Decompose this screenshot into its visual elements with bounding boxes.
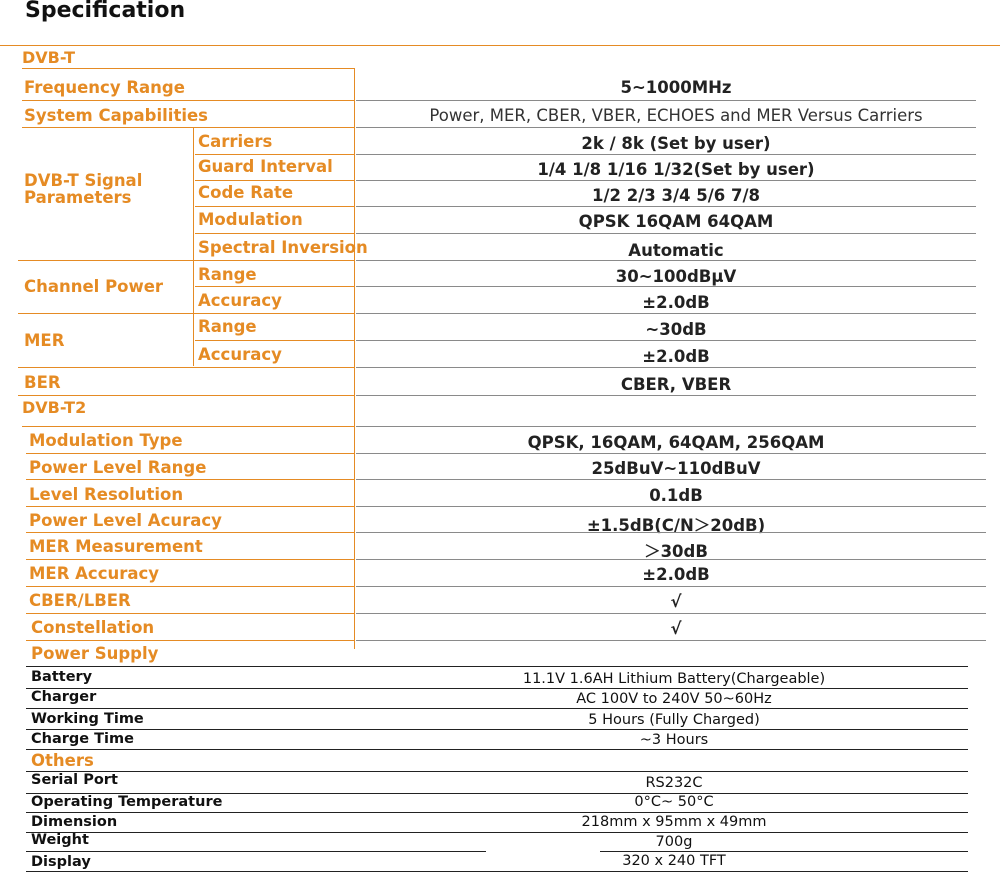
rule	[22, 127, 354, 128]
section-dvbt: DVB-T	[22, 48, 76, 67]
label-display: Display	[31, 854, 91, 870]
value-system-capabilities: Power, MER, CBER, VBER, ECHOES and MER Versus Carriers	[429, 106, 923, 125]
value-mer-accuracy-t2: ±2.0dB	[642, 565, 710, 584]
rule	[356, 286, 976, 287]
rule	[26, 708, 968, 709]
label-mer: MER	[24, 331, 65, 350]
rule	[356, 426, 976, 427]
label-constellation: Constellation	[31, 618, 155, 637]
rule	[356, 180, 976, 181]
value-dimension: 218mm x 95mm x 49mm	[581, 814, 767, 830]
rule	[26, 453, 354, 454]
rule	[26, 613, 354, 614]
rule	[26, 586, 354, 587]
rule	[195, 340, 354, 341]
value-mer-range: ~30dB	[645, 320, 707, 339]
rule	[356, 260, 976, 261]
value-battery: 11.1V 1.6AH Lithium Battery(Chargeable)	[522, 671, 826, 687]
rule	[26, 666, 968, 667]
label-channel-power-range: Range	[198, 265, 257, 284]
value-working-time: 5 Hours (Fully Charged)	[588, 712, 760, 728]
rule	[356, 340, 976, 341]
value-modulation-type: QPSK, 16QAM, 64QAM, 256QAM	[527, 433, 825, 452]
value-operating-temperature: 0°C~ 50°C	[634, 794, 714, 810]
label-mer-measurement: MER Measurement	[29, 537, 203, 556]
rule	[195, 286, 354, 287]
value-frequency-range: 5~1000MHz	[620, 78, 732, 97]
label-mer-accuracy: Accuracy	[198, 345, 282, 364]
label-operating-temperature: Operating Temperature	[31, 794, 223, 810]
value-power-level-range: 25dBuV~110dBuV	[591, 459, 761, 478]
label-level-resolution: Level Resolution	[29, 485, 184, 504]
rule	[356, 479, 986, 480]
value-spectral-inversion: Automatic	[628, 241, 724, 260]
label-charger: Charger	[31, 689, 97, 705]
value-display: 320 x 240 TFT	[622, 853, 726, 869]
rule	[356, 367, 976, 368]
label-guard-interval: Guard Interval	[198, 157, 333, 176]
rule	[356, 100, 976, 101]
rule	[22, 426, 354, 427]
value-guard-interval: 1/4 1/8 1/16 1/32(Set by user)	[537, 160, 815, 179]
rule	[356, 559, 986, 560]
rule	[26, 851, 486, 852]
rule	[26, 532, 354, 533]
label-carriers: Carriers	[198, 132, 273, 151]
rule	[26, 479, 354, 480]
rule	[22, 100, 354, 101]
rule	[26, 812, 968, 813]
rule	[18, 260, 354, 261]
label-dimension: Dimension	[31, 814, 118, 830]
rule	[356, 640, 986, 641]
label-cber-lber: CBER/LBER	[29, 591, 131, 610]
value-channel-power-range: 30~100dBμV	[615, 267, 737, 286]
label-ber: BER	[24, 373, 61, 392]
rule	[26, 640, 354, 641]
section-power-supply: Power Supply	[31, 644, 159, 663]
rule	[26, 506, 354, 507]
rule	[356, 206, 976, 207]
section-others: Others	[31, 751, 94, 770]
rule	[356, 233, 976, 234]
label-spectral-inversion: Spectral Inversion	[198, 238, 368, 257]
rule	[356, 532, 986, 533]
rule	[600, 851, 968, 852]
sub-column-divider	[193, 128, 194, 366]
rule	[356, 313, 976, 314]
rule	[26, 559, 354, 560]
label-signal-params-line2: Parameters	[24, 188, 132, 207]
rule	[22, 68, 354, 69]
rule	[18, 313, 354, 314]
label-power-level-accuracy: Power Level Acuracy	[29, 511, 222, 530]
label-channel-power-accuracy: Accuracy	[198, 291, 282, 310]
label-working-time: Working Time	[31, 711, 144, 727]
label-frequency-range: Frequency Range	[24, 78, 185, 97]
rule	[356, 154, 976, 155]
label-charge-time: Charge Time	[31, 731, 134, 747]
rule	[26, 832, 968, 833]
label-serial-port: Serial Port	[31, 772, 118, 788]
value-channel-power-accuracy: ±2.0dB	[642, 293, 710, 312]
rule	[356, 506, 986, 507]
value-weight: 700g	[655, 834, 693, 850]
value-carriers: 2k / 8k (Set by user)	[581, 134, 771, 153]
rule	[356, 127, 976, 128]
label-signal-params-line1: DVB-T Signal	[24, 171, 143, 190]
value-charger: AC 100V to 240V 50~60Hz	[576, 691, 772, 707]
value-modulation: QPSK 16QAM 64QAM	[578, 212, 774, 231]
rule	[26, 871, 968, 872]
label-code-rate: Code Rate	[198, 183, 294, 202]
rule	[18, 367, 354, 368]
rule	[195, 206, 354, 207]
label-channel-power: Channel Power	[24, 277, 164, 296]
rule	[18, 395, 354, 396]
rule	[26, 688, 968, 689]
column-divider	[354, 68, 355, 649]
value-charge-time: ~3 Hours	[639, 732, 709, 748]
rule	[356, 395, 976, 396]
label-modulation-type: Modulation Type	[29, 431, 183, 450]
value-mer-measurement: ＞30dB	[644, 542, 708, 561]
value-level-resolution: 0.1dB	[649, 486, 703, 505]
rule	[356, 586, 986, 587]
label-modulation: Modulation	[198, 210, 303, 229]
label-power-level-range: Power Level Range	[29, 458, 207, 477]
label-weight: Weight	[31, 832, 89, 848]
rule	[356, 453, 986, 454]
value-power-level-accuracy: ±1.5dB(C/N＞20dB)	[586, 516, 766, 535]
value-mer-accuracy: ±2.0dB	[642, 347, 710, 366]
value-cber-lber: √	[670, 592, 682, 611]
rule	[195, 180, 354, 181]
page-title: Specification	[25, 0, 186, 23]
label-mer-range: Range	[198, 317, 257, 336]
rule	[195, 233, 354, 234]
label-system-capabilities: System Capabilities	[24, 106, 208, 125]
rule	[195, 154, 354, 155]
value-code-rate: 1/2 2/3 3/4 5/6 7/8	[592, 186, 760, 205]
value-constellation: √	[670, 619, 682, 638]
label-signal-params	[24, 172, 142, 206]
label-mer-accuracy-t2: MER Accuracy	[29, 564, 160, 583]
value-ber: CBER, VBER	[620, 375, 732, 394]
rule	[26, 729, 968, 730]
rule	[26, 771, 968, 772]
title-rule	[0, 45, 1000, 46]
rule	[356, 613, 986, 614]
rule	[26, 749, 968, 750]
value-serial-port: RS232C	[645, 775, 703, 791]
label-battery: Battery	[31, 669, 93, 685]
section-dvbt2: DVB-T2	[22, 398, 87, 417]
